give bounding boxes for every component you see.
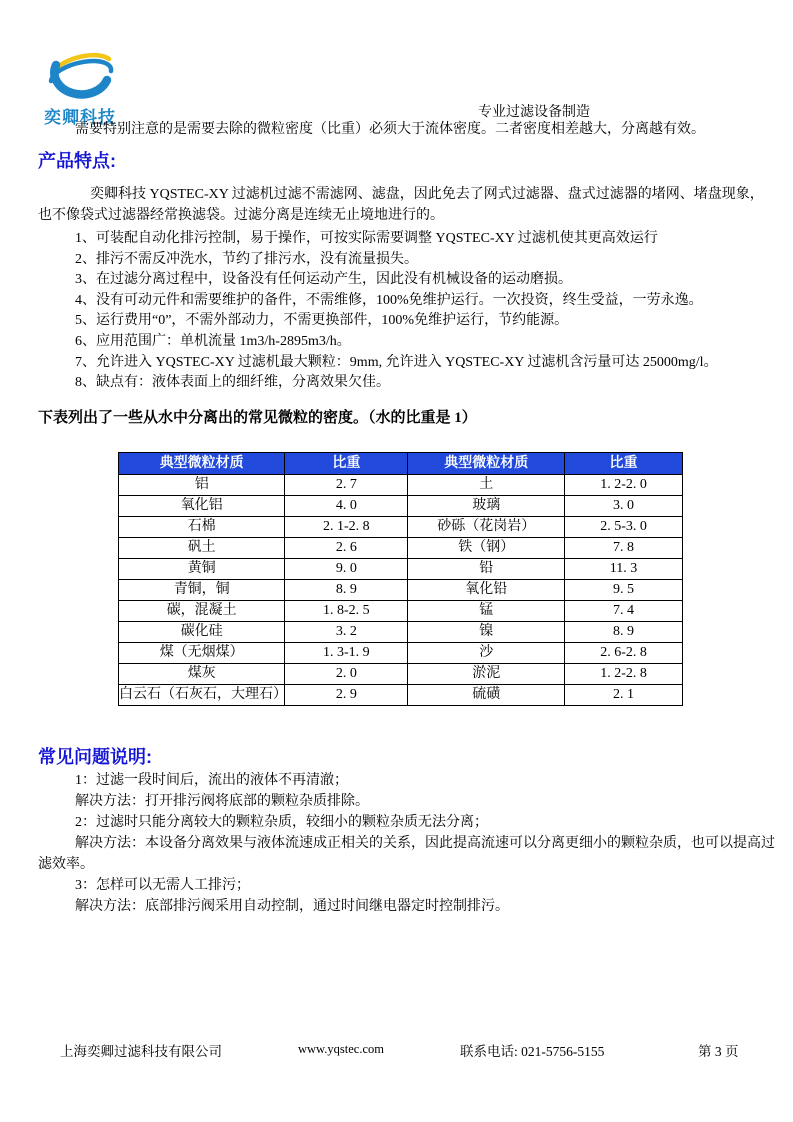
feature-item: 6、应用范围广：单机流量 1m3/h-2895m3/h。	[75, 333, 351, 349]
density-cell: 1. 2-2. 0	[565, 475, 683, 496]
header-material-2: 典型微粒材质	[408, 453, 565, 475]
faq-heading: 常见问题说明:	[38, 747, 152, 767]
density-cell: 1. 3-1. 9	[285, 643, 408, 664]
table-row	[119, 580, 683, 601]
density-cell: 2. 6	[285, 538, 408, 559]
faq-line: 解决方法：底部排污阀采用自动控制，通过时间继电器定时控制排污。	[75, 899, 509, 914]
header-tagline: 专业过滤设备制造	[478, 105, 590, 120]
feature-item: 5、运行费用“0”，不需外部动力，不需更换部件，100%免维护运行，节约能源。	[75, 313, 569, 329]
density-cell: 3. 2	[285, 622, 408, 643]
material-cell: 土	[408, 475, 565, 496]
density-cell: 2. 9	[285, 685, 408, 706]
material-cell: 淤泥	[408, 664, 565, 685]
density-cell: 11. 3	[565, 559, 683, 580]
intro-paragraph: 需要特别注意的是需要去除的微粒密度（比重）必须大于流体密度。二者密度相差越大，分离越有效。	[75, 122, 705, 137]
table-row	[119, 664, 683, 685]
material-cell: 煤灰	[119, 664, 285, 685]
feature-item: 1、可装配自动化排污控制，易于操作，可按实际需要调整 YQSTEC-XY 过滤机使其更高效运行	[75, 231, 658, 246]
material-cell: 锰	[408, 601, 565, 622]
header-density-1: 比重	[285, 453, 408, 475]
footer-page-number: 第 3 页	[698, 1044, 739, 1059]
density-cell: 2. 1	[565, 685, 683, 706]
material-cell: 青铜，铜	[119, 580, 285, 601]
density-table-header-row	[119, 453, 683, 475]
material-cell: 碳化硅	[119, 622, 285, 643]
faq-line: 解决方法：本设备分离效果与液体流速成正相关的关系，因此提高流速可以分离更细小的颗粒杂质，也可以提高过滤效率。	[38, 836, 775, 872]
feature-item: 2、排污不需反冲洗水，节约了排污水，没有流量损失。	[75, 251, 418, 267]
material-cell: 镍	[408, 622, 565, 643]
density-cell: 7. 4	[565, 601, 683, 622]
material-cell: 氧化铝	[119, 496, 285, 517]
density-cell: 4. 0	[285, 496, 408, 517]
material-cell: 玻璃	[408, 496, 565, 517]
table-row	[119, 601, 683, 622]
faq-line: 解决方法：打开排污阀将底部的颗粒杂质排除。	[75, 794, 369, 809]
material-cell: 沙	[408, 643, 565, 664]
table-row	[119, 538, 683, 559]
density-cell: 2. 0	[285, 664, 408, 685]
density-cell: 2. 5-3. 0	[565, 517, 683, 538]
table-row	[119, 643, 683, 664]
faq-line: 2：过滤时只能分离较大的颗粒杂质，较细小的颗粒杂质无法分离；	[75, 815, 488, 830]
density-cell: 7. 8	[565, 538, 683, 559]
faq-line: 3：怎样可以无需人工排污；	[75, 878, 250, 893]
material-cell: 石棉	[119, 517, 285, 538]
table-row	[119, 517, 683, 538]
header-material-1: 典型微粒材质	[119, 453, 285, 475]
density-cell: 2. 6-2. 8	[565, 643, 683, 664]
footer-phone: 联系电话: 021-5756-5155	[460, 1044, 605, 1059]
feature-list	[38, 229, 786, 394]
density-cell: 1. 2-2. 8	[565, 664, 683, 685]
material-cell: 铁（钢）	[408, 538, 565, 559]
material-cell: 煤（无烟煤）	[119, 643, 285, 664]
logo-text: 奕卿科技	[44, 108, 116, 127]
footer-website: www.yqstec.com	[298, 1042, 384, 1056]
material-cell: 铅	[408, 559, 565, 580]
faq-list	[38, 770, 782, 917]
material-cell: 矾土	[119, 538, 285, 559]
table-row	[119, 496, 683, 517]
feature-item: 4、没有可动元件和需要维护的备件，不需维修，100%免维护运行。一次投资，终生受益，一劳永逸。	[75, 292, 703, 308]
features-intro-paragraph: 奕卿科技 YQSTEC-XY 过滤机过滤不需滤网、滤盘，因此免去了网式过滤器、盘式过滤器的堵网、堵盘现象，也不像袋式过滤器经常换滤袋。过滤分离是连续无止境地进行的。	[38, 187, 764, 223]
material-cell: 碳，混凝土	[119, 601, 285, 622]
feature-item: 8、缺点有：液体表面上的细纤维，分离效果欠佳。	[75, 375, 390, 391]
density-cell: 9. 0	[285, 559, 408, 580]
globe-swoosh-icon	[44, 50, 120, 104]
density-cell: 8. 9	[565, 622, 683, 643]
density-cell: 9. 5	[565, 580, 683, 601]
density-cell: 8. 9	[285, 580, 408, 601]
table-row	[119, 685, 683, 706]
feature-item: 7、允许进入 YQSTEC-XY 过滤机最大颗粒：9mm, 允许进入 YQSTEC-XY 过滤机含污量可达 25000mg/l。	[75, 354, 718, 370]
faq-line: 1：过滤一段时间后，流出的液体不再清澈；	[75, 773, 348, 788]
table-row	[119, 559, 683, 580]
material-cell: 铝	[119, 475, 285, 496]
material-cell: 氧化铅	[408, 580, 565, 601]
table-row	[119, 622, 683, 643]
features-heading: 产品特点:	[38, 151, 116, 171]
material-cell: 白云石（石灰石，大理石）	[119, 685, 285, 706]
density-table-body	[119, 475, 683, 706]
material-cell: 砂砾（花岗岩）	[408, 517, 565, 538]
density-table-caption: 下表列出了一些从水中分离出的常见微粒的密度。（水的比重是 1）	[38, 410, 477, 426]
density-cell: 2. 1-2. 8	[285, 517, 408, 538]
material-cell: 黄铜	[119, 559, 285, 580]
footer-company-name: 上海奕卿过滤科技有限公司	[60, 1044, 222, 1059]
density-cell: 1. 8-2. 5	[285, 601, 408, 622]
table-row	[119, 475, 683, 496]
density-table	[118, 452, 683, 706]
density-cell: 2. 7	[285, 475, 408, 496]
company-logo	[44, 50, 134, 128]
material-cell: 硫磺	[408, 685, 565, 706]
feature-item: 3、在过滤分离过程中，设备没有任何运动产生，因此没有机械设备的运动磨损。	[75, 272, 572, 288]
density-cell: 3. 0	[565, 496, 683, 517]
header-density-2: 比重	[565, 453, 683, 475]
